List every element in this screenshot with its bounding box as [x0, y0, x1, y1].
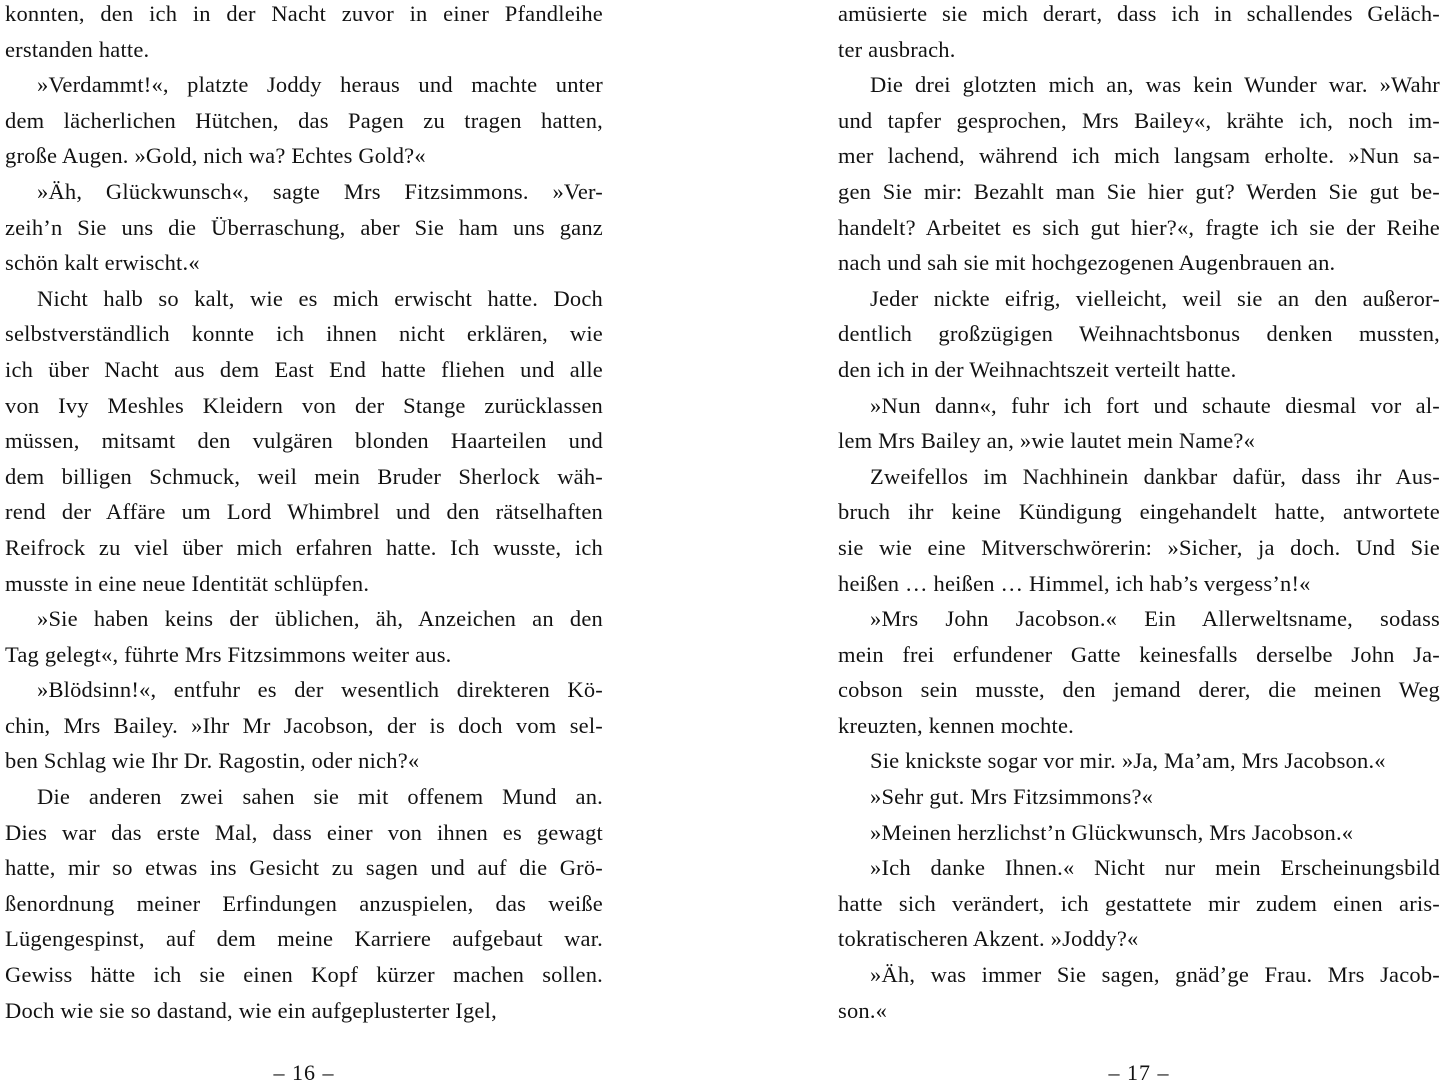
text-line: »Äh, Glückwunsch«, sagte Mrs Fitzsimmons. »Ver- — [37, 178, 603, 204]
text-line: handelt? Arbeitet es sich gut hier?«, fragte ich sie der Reihe — [838, 214, 1440, 240]
text-line: tokratischeren Akzent. »Joddy?« — [838, 926, 1139, 952]
text-line: mer lachend, während ich mich langsam erholte. »Nun sa- — [838, 143, 1440, 169]
text-line: und tapfer gesprochen, Mrs Bailey«, krähte ich, noch im- — [838, 107, 1440, 133]
text-line: son.« — [838, 997, 888, 1023]
text-line: sie wie eine Mitverschwörerin: »Sicher, ja doch. Und Sie — [838, 534, 1440, 560]
text-line: bruch ihr keine Kündigung eingehandelt hatte, antwortete — [838, 499, 1440, 525]
text-line: »Ich danke Ihnen.« Nicht nur mein Erscheinungsbild — [870, 855, 1440, 881]
text-line: selbstverständlich konnte ich ihnen nicht erklären, wie — [5, 321, 603, 347]
text-line: »Sie haben keins der üblichen, äh, Anzeichen an den — [37, 606, 603, 632]
text-line: müssen, mitsamt den vulgären blonden Haarteilen und — [5, 428, 603, 454]
text-line: dem billigen Schmuck, weil mein Bruder Sherlock wäh- — [5, 463, 603, 489]
text-line: kreuzten, kennen mochte. — [838, 712, 1074, 738]
text-line: »Meinen herzlichst’n Glückwunsch, Mrs Jacobson.« — [870, 819, 1354, 845]
text-line: Reifrock zu viel über mich erfahren hatte. Ich wusste, ich — [5, 534, 603, 560]
text-line: Gewiss hätte ich sie einen Kopf kürzer machen sollen. — [5, 962, 603, 988]
text-line: »Nun dann«, fuhr ich fort und schaute diesmal vor al- — [870, 392, 1440, 418]
text-line: Die drei glotzten mich an, was kein Wunder war. »Wahr — [870, 72, 1440, 98]
text-line: hatte sich verändert, ich gestattete mir zudem einen aris- — [838, 890, 1440, 916]
text-line: hatte, mir so etwas ins Gesicht zu sagen und auf die Grö- — [5, 855, 603, 881]
text-line: mein frei erfundener Gatte keinesfalls derselbe John Ja- — [838, 641, 1440, 667]
text-line: heißen … heißen … Himmel, ich hab’s vergess’n!« — [838, 570, 1311, 596]
text-line: musste in eine neue Identität schlüpfen. — [5, 570, 370, 596]
page-right — [838, 0, 1440, 1089]
page-right-text — [838, 0, 1440, 1028]
text-line: gen Sie mir: Bezahlt man Sie hier gut? Werden Sie gut be- — [838, 178, 1440, 204]
text-line: dentlich großzügigen Weihnachtsbonus denken mussten, — [838, 321, 1440, 347]
text-line: »Mrs John Jacobson.« Ein Allerweltsname, sodass — [870, 606, 1440, 632]
page-left — [5, 0, 603, 1089]
page-left-text — [5, 0, 603, 1028]
text-line: schön kalt erwischt.« — [5, 250, 200, 276]
text-line: ben Schlag wie Ihr Dr. Ragostin, oder nich?« — [5, 748, 420, 774]
text-line: von Ivy Meshles Kleidern von der Stange zurücklassen — [5, 392, 603, 418]
text-line: den ich in der Weihnachtszeit verteilt hatte. — [838, 356, 1237, 382]
text-line: ßenordnung meiner Erfindungen anzuspielen, das weiße — [5, 890, 603, 916]
text-line: ich über Nacht aus dem East End hatte fliehen und alle — [5, 356, 603, 382]
text-line: Die anderen zwei sahen sie mit offenem Mund an. — [37, 784, 603, 810]
text-line: Lügengespinst, auf dem meine Karriere aufgebaut war. — [5, 926, 603, 952]
page-left-number: – 16 – — [273, 1060, 335, 1085]
text-line: Zweifellos im Nachhinein dankbar dafür, dass ihr Aus- — [870, 463, 1440, 489]
page-right-number: – 17 – — [1108, 1060, 1170, 1085]
text-line: lem Mrs Bailey an, »wie lautet mein Name?« — [838, 428, 1256, 454]
text-line: große Augen. »Gold, nich wa? Echtes Gold?« — [5, 143, 426, 169]
text-line: Dies war das erste Mal, dass einer von ihnen es gewagt — [5, 819, 603, 845]
text-line: rend der Affäre um Lord Whimbrel und den rätselhaften — [5, 499, 603, 525]
text-line: »Blödsinn!«, entfuhr es der wesentlich direkteren Kö- — [37, 677, 603, 703]
text-line: nach und sah sie mit hochgezogenen Augenbrauen an. — [838, 250, 1336, 276]
text-line: Doch wie sie so dastand, wie ein aufgeplusterter Igel, — [5, 997, 497, 1023]
text-line: cobson sein musste, den jemand derer, die meinen Weg — [838, 677, 1440, 703]
text-line: erstanden hatte. — [5, 36, 150, 62]
text-line: »Äh, was immer Sie sagen, gnäd’ge Frau. Mrs Jacob- — [870, 962, 1440, 988]
text-line: amüsierte sie mich derart, dass ich in schallendes Geläch- — [838, 1, 1440, 26]
text-line: ter ausbrach. — [838, 36, 956, 62]
text-line: Tag gelegt«, führte Mrs Fitzsimmons weiter aus. — [5, 641, 452, 667]
text-line: chin, Mrs Bailey. »Ihr Mr Jacobson, der is doch vom sel- — [5, 712, 603, 738]
text-line: »Verdammt!«, platzte Joddy heraus und machte unter — [37, 72, 603, 98]
text-line: Sie knickste sogar vor mir. »Ja, Ma’am, Mrs Jacobson.« — [870, 748, 1386, 774]
text-line: dem lächerlichen Hütchen, das Pagen zu tragen hatten, — [5, 107, 603, 133]
text-line: »Sehr gut. Mrs Fitzsimmons?« — [870, 784, 1154, 810]
text-line: Nicht halb so kalt, wie es mich erwischt hatte. Doch — [37, 285, 603, 311]
text-line: konnten, den ich in der Nacht zuvor in einer Pfandleihe — [5, 1, 603, 26]
text-line: zeih’n Sie uns die Überraschung, aber Sie ham uns ganz — [5, 214, 603, 240]
text-line: Jeder nickte eifrig, vielleicht, weil sie an den außeror- — [870, 285, 1440, 311]
